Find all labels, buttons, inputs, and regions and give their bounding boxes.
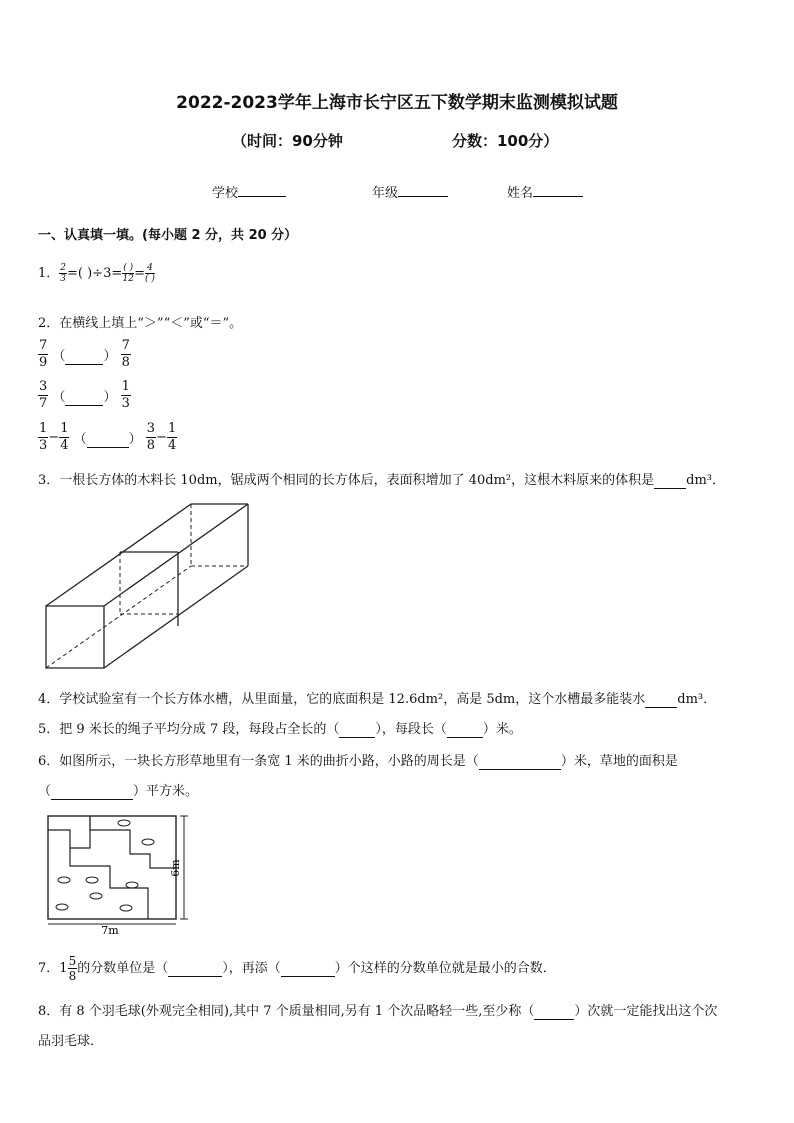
name-field[interactable]: 姓名 bbox=[507, 182, 583, 201]
section-heading: 一、认真填一填。(每小题 2 分，共 20 分） bbox=[38, 228, 298, 243]
answer-blank[interactable] bbox=[281, 961, 335, 977]
answer-blank[interactable] bbox=[168, 961, 222, 977]
question-6-cont: （ ）平方米。 bbox=[38, 784, 199, 799]
question-3: 3．一根长方体的木料长 10dm，锯成两个相同的长方体后，表面积增加了 40dm²，这根木料原来的体积是 dm³． bbox=[38, 473, 726, 488]
grass-figure bbox=[40, 810, 190, 938]
question-8-cont: 品羽毛球． bbox=[38, 1034, 104, 1049]
question-5: 5．把 9 米长的绳子平均分成 7 段，每段占全长的（ ），每段长（ ）米。 bbox=[38, 722, 522, 737]
answer-blank[interactable] bbox=[65, 349, 103, 365]
cuboid-figure bbox=[40, 500, 252, 672]
answer-blank[interactable] bbox=[87, 432, 129, 448]
grass-icon bbox=[126, 882, 138, 888]
page-title: 2022-2023学年上海市长宁区五下数学期末监测模拟试题 bbox=[176, 93, 618, 113]
grass-icon bbox=[142, 839, 154, 845]
path-upper bbox=[48, 816, 90, 848]
question-6: 6．如图所示，一块长方形草地里有一条宽 1 米的曲折小路，小路的周长是（ ）米，草地的面积是 bbox=[38, 754, 678, 769]
question-7: 7．1 $\frac{5}{8}$ 的分数单位是（ ），再添（ ）个这样的分数单位就是最小的合数． bbox=[38, 954, 556, 983]
exam-time: （时间：90分钟 bbox=[232, 132, 343, 150]
answer-blank[interactable] bbox=[654, 473, 686, 489]
path-lower-left bbox=[70, 848, 148, 919]
compare-row-2: $\frac{3}{7}$ （ ） $\frac{1}{3}$ bbox=[39, 379, 130, 411]
path-upper-right bbox=[90, 816, 176, 868]
answer-blank[interactable] bbox=[339, 722, 375, 738]
grass-icon bbox=[58, 877, 70, 883]
grass-icon bbox=[118, 820, 130, 826]
question-1: 1． $\frac{2}{3}$ =( )÷3= ( ) 12 = 4 ( ) bbox=[38, 263, 155, 284]
exam-score: 分数：100分） bbox=[452, 132, 559, 150]
question-2: 2．在横线上填上“＞”“＜”或“＝”。 bbox=[38, 316, 243, 331]
grass-icon bbox=[90, 893, 102, 899]
grass-icon bbox=[56, 904, 68, 910]
answer-blank[interactable] bbox=[479, 754, 561, 770]
question-8: 8．有 8 个羽毛球(外观完全相同),其中 7 个质量相同,另有 1 个次品略轻一些,至少称（ ）次就一定能找出这个次 bbox=[38, 1004, 718, 1019]
height-label: 6m bbox=[169, 859, 182, 877]
school-field[interactable]: 学校 bbox=[212, 182, 286, 201]
grass-icon bbox=[120, 905, 132, 911]
answer-blank[interactable] bbox=[51, 784, 133, 800]
answer-blank[interactable] bbox=[447, 722, 483, 738]
answer-blank[interactable] bbox=[65, 390, 103, 406]
compare-row-3: $\frac{1}{3}$ − $\frac{1}{4}$ （ ） $\frac{3}{8}$ − $\frac{1}{4}$ bbox=[39, 421, 177, 453]
question-4: 4．学校试验室有一个长方体水槽，从里面量，它的底面积是 12.6dm²，高是 5dm，这个水槽最多能装水 dm³． bbox=[38, 692, 717, 707]
width-label: 7m bbox=[101, 924, 119, 937]
answer-blank[interactable] bbox=[534, 1004, 574, 1020]
grade-field[interactable]: 年级 bbox=[372, 182, 448, 201]
compare-row-1: $\frac{7}{9}$ （ ） $\frac{7}{8}$ bbox=[39, 338, 130, 370]
cuboid-front-face bbox=[46, 606, 104, 668]
grass-icon bbox=[86, 877, 98, 883]
answer-blank[interactable] bbox=[645, 692, 677, 708]
